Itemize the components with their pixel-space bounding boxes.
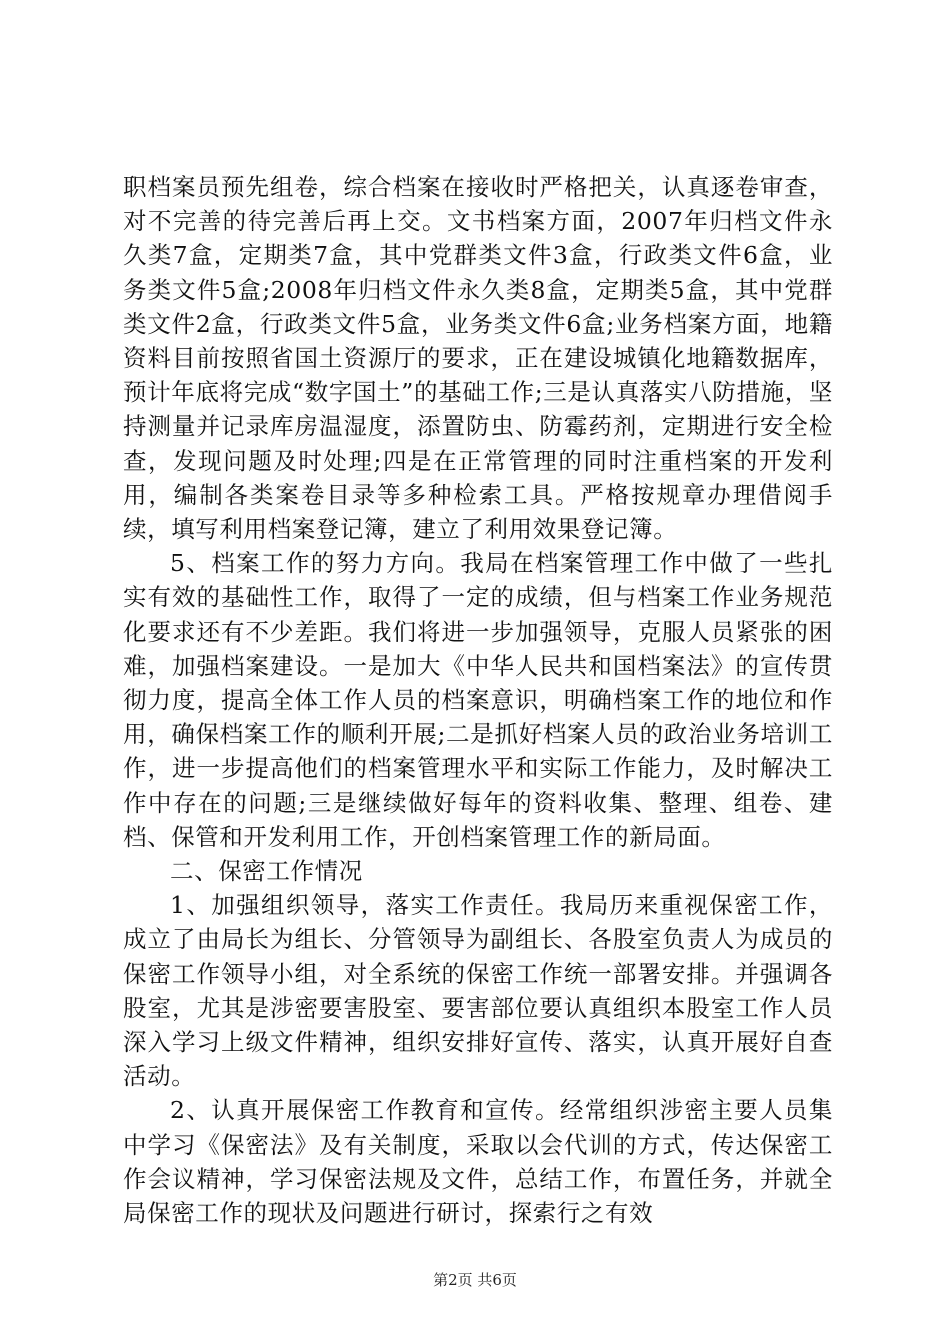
section-heading-confidentiality: 二、保密工作情况 [170, 857, 363, 886]
paragraph-archive-direction: 5、档案工作的努力方向。我局在档案管理工作中做了一些扎实有效的基础性工作，取得了一定的成绩，但与档案工作业务规范化要求还有不少差距。我们将进一步加强领导，克服人员紧张的困难，加强档案建设。一是加大《中华人民共和国档案法》的宣传贯彻力度，提高全体工作人员的档案意识，明确档案工作的地位和作用，确保档案工作的顺利开展;二是抓好档案人员的政治业务培训工作，进一步提高他们的档案管理水平和实际工作能力，及时解决工作中存在的问题;三是继续做好每年的资料收集、整理、组卷、建档、保管和开发利用工作，开创档案管理工作的新局面。 [123, 549, 833, 851]
page-footer [0, 1270, 950, 1290]
page-number-label: 第2页 共6页 [433, 1271, 517, 1289]
document-body [123, 170, 833, 1230]
paragraph-organization-leadership: 1、加强组织领导，落实工作责任。我局历来重视保密工作，成立了由局长为组长、分管领导为副组长、各股室负责人为成员的保密工作领导小组，对全系统的保密工作统一部署安排。并强调各股室，尤其是涉密要害股室、要害部位要认真组织本股室工作人员深入学习上级文件精神，组织安排好宣传、落实，认真开展好自查活动。 [123, 891, 833, 1091]
paragraph-confidentiality-education: 2、认真开展保密工作教育和宣传。经常组织涉密主要人员集中学习《保密法》及有关制度，采取以会代训的方式，传达保密工作会议精神，学习保密法规及文件，总结工作，布置任务，并就全局保密工作的现状及问题进行研讨，探索行之有效 [123, 1096, 833, 1228]
paragraph-archive-continuation: 职档案员预先组卷，综合档案在接收时严格把关，认真逐卷审查，对不完善的待完善后再上交。文书档案方面，2007年归档文件永久类7盒，定期类7盒，其中党群类文件3盒，行政类文件6盒，业务类文件5盒;2008年归档文件永久类8盒，定期类5盒，其中党群类文件2盒，行政类文件5盒，业务类文件6盒;业务档案方面，地籍资料目前按照省国土资源厅的要求，正在建设城镇化地籍数据库，预计年底将完成“数字国土”的基础工作;三是认真落实八防措施，坚持测量并记录库房温湿度，添置防虫、防霉药剂，定期进行安全检查，发现问题及时处理;四是在正常管理的同时注重档案的开发利用，编制各类案卷目录等多种检索工具。严格按规章办理借阅手续，填写利用档案登记簿，建立了利用效果登记簿。 [123, 173, 833, 544]
